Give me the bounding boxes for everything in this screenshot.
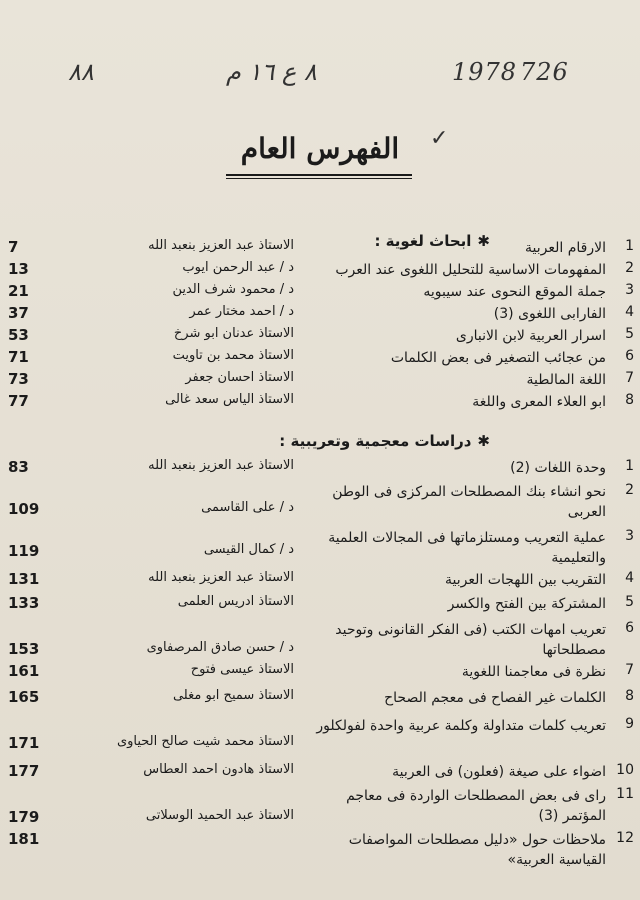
- entry-title: اسرار العربية لابن الانبارى: [455, 328, 606, 344]
- entry-index: 12: [616, 830, 634, 846]
- entry-index: 5: [625, 594, 634, 610]
- handwritten-note-left: ٨٨: [68, 58, 94, 86]
- star-icon: ✱: [477, 432, 490, 450]
- section-heading-lexical: ✱دراسات معجمية وتعريبية :: [279, 432, 490, 450]
- handwritten-check-mark: ✓: [430, 126, 449, 151]
- page-number: 13: [8, 260, 29, 278]
- entry-title: الكلمات غير الفصاح فى معجم الصحاح: [384, 690, 606, 706]
- entry-index: 8: [625, 392, 634, 408]
- entry-title: ابو العلاء المعرى واللغة: [472, 394, 606, 410]
- page-number: 165: [8, 688, 40, 706]
- entry-title: المفهومات الاساسية للتحليل اللغوى عند العرب: [335, 262, 606, 278]
- entry-index: 7: [625, 662, 634, 678]
- author: د / احمد مختار عمر: [189, 304, 294, 319]
- entry-title: من عجائب التصغير فى بعض الكلمات: [390, 350, 606, 366]
- entry-title: اللغة المالطية: [526, 372, 606, 388]
- author: الاستاذ عبد العزيز بنعبد الله: [148, 570, 294, 585]
- author: د / عبد الرحمن ايوب: [182, 260, 294, 275]
- entry-index: 9: [625, 716, 634, 732]
- page-number: 77: [8, 392, 29, 410]
- page-number: 161: [8, 662, 40, 680]
- entry-title: التقريب بين اللهجات العربية: [445, 572, 606, 588]
- author: الاستاذ عيسى فتوح: [190, 662, 294, 677]
- author: الاستاذ سميح ابو مغلى: [172, 688, 294, 703]
- entry-title: الارقام العربية: [525, 240, 606, 256]
- page-number: 181: [8, 830, 40, 848]
- page-number: 133: [8, 594, 40, 612]
- author: الاستاذ عبد العزيز بنعبد الله: [148, 458, 294, 473]
- title-underline: [226, 174, 412, 176]
- author: الاستاذ محمد شيت صالح الحياوى: [116, 734, 294, 749]
- star-icon: ✱: [477, 232, 490, 250]
- entry-index: 10: [616, 762, 634, 778]
- entry-index: 1: [625, 458, 634, 474]
- author: الاستاذ الياس سعد غالى: [165, 392, 294, 407]
- entry-title: جملة الموقع النحوى عند سيبويه: [423, 284, 606, 300]
- page-number: 119: [8, 542, 40, 560]
- entry-index: 8: [625, 688, 634, 704]
- page-number: 177: [8, 762, 40, 780]
- author: الاستاذ احسان جعفر: [185, 370, 294, 385]
- author: الاستاذ عدنان ابو شرخ: [173, 326, 294, 341]
- entry-index: 3: [625, 528, 634, 544]
- author: الاستاذ ادريس العلمى: [177, 594, 294, 609]
- entry-index: 2: [625, 482, 634, 498]
- page-number: 53: [8, 326, 29, 344]
- page-number: 179: [8, 808, 40, 826]
- page-number: 73: [8, 370, 29, 388]
- entry-index: 6: [625, 620, 634, 636]
- author: الاستاذ محمد بن تاويت: [172, 348, 294, 363]
- page-number: 109: [8, 500, 40, 518]
- page-title: الفهرس العام: [240, 132, 400, 165]
- page-number: 83: [8, 458, 29, 476]
- author: الاستاذ عبد الحميد الوسلاتى: [145, 808, 294, 823]
- author: الاستاذ هادون احمد العطاس: [143, 762, 294, 777]
- page-number: 153: [8, 640, 40, 658]
- entry-title: الفارابى اللغوى (3): [493, 306, 606, 322]
- author: د / على القاسمى: [201, 500, 294, 515]
- author: الاستاذ عبد العزيز بنعبد الله: [148, 238, 294, 253]
- title-underline-thin: [226, 178, 412, 179]
- entry-title: تعريب امهات الكتب (فى الفكر القانونى وتوحيد مصطلحاتها: [335, 622, 606, 658]
- entry-index: 11: [616, 786, 634, 802]
- page-number: 71: [8, 348, 29, 366]
- entry-title: وحدة اللغات (2): [510, 460, 606, 476]
- page-number: 171: [8, 734, 40, 752]
- handwritten-year: 1978: [452, 58, 518, 86]
- page-number: 7: [8, 238, 19, 256]
- page-number: 37: [8, 304, 29, 322]
- entry-title: اضواء على صيغة (فعلون) فى العربية: [392, 764, 606, 780]
- entry-index: 4: [625, 570, 634, 586]
- entry-index: 2: [625, 260, 634, 276]
- entry-index: 6: [625, 348, 634, 364]
- entry-index: 7: [625, 370, 634, 386]
- handwritten-code: 726: [520, 58, 569, 86]
- handwritten-note-middle: ٨ ع ١٦ م: [226, 58, 317, 86]
- entry-title: تعريب كلمات متداولة وكلمة عربية واحدة لفولكلور: [316, 718, 606, 734]
- entry-title: ملاحظات حول «دليل مصطلحات المواصفات القياسية العربية»: [348, 832, 606, 868]
- entry-index: 4: [625, 304, 634, 320]
- page-number: 21: [8, 282, 29, 300]
- section-heading-linguistic: ✱ابحاث لغوية :: [374, 232, 490, 250]
- entry-title: المشتركة بين الفتح والكسر: [447, 596, 606, 612]
- page-number: 131: [8, 570, 40, 588]
- entry-index: 5: [625, 326, 634, 342]
- author: د / كمال القيسى: [203, 542, 294, 557]
- author: د / حسن صادق المرصفاوى: [146, 640, 294, 655]
- entry-title: نظرة فى معاجمنا اللغوية: [461, 664, 606, 680]
- entry-title: نحو انشاء بنك المصطلحات المركزى فى الوطن العربى: [332, 484, 606, 520]
- entry-index: 3: [625, 282, 634, 298]
- entry-index: 1: [625, 238, 634, 254]
- entry-title: عملية التعريب ومستلزماتها فى المجالات العلمية والتعليمية: [328, 530, 606, 566]
- author: د / محمود شرف الدين: [172, 282, 294, 297]
- entry-title: راى فى بعض المصطلحات الواردة فى معاجم المؤتمر (3): [346, 788, 606, 824]
